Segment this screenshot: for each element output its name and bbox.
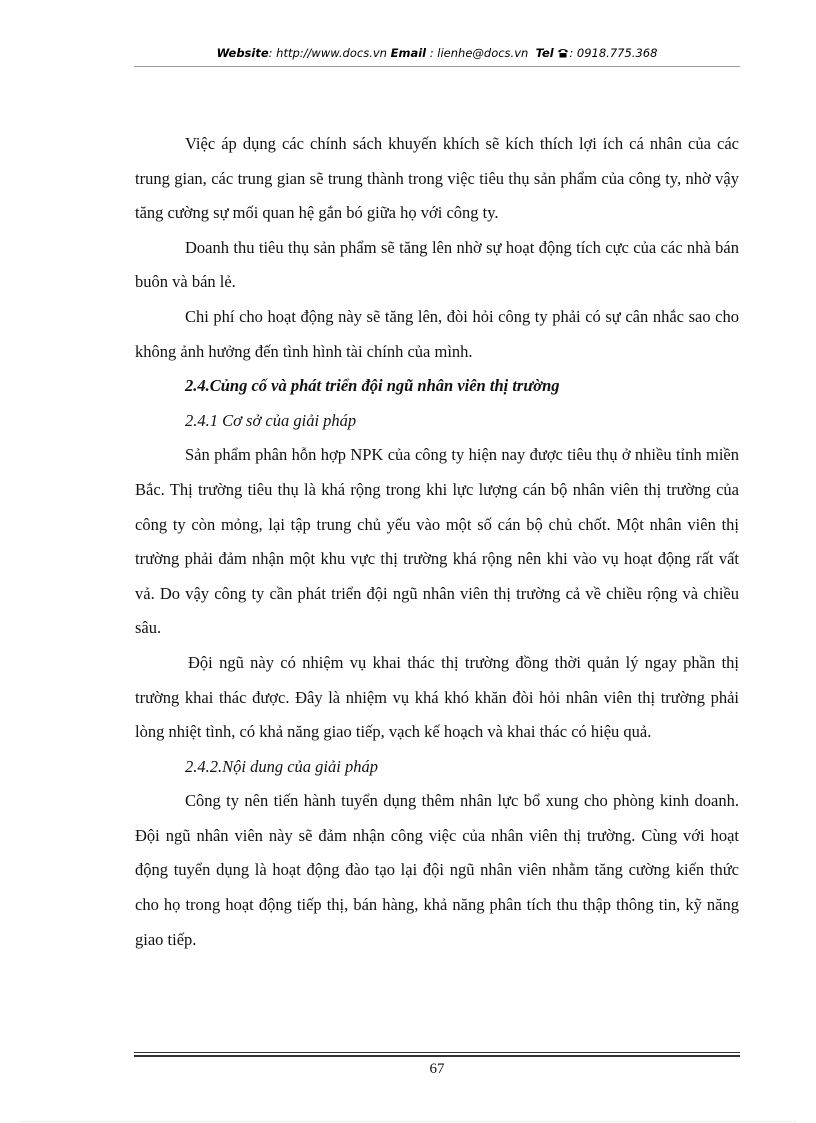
- page-number: 67: [429, 1061, 445, 1077]
- tel-label: Tel: [535, 46, 554, 60]
- paragraph-2: Doanh thu tiêu thụ sản phẩm sẽ tăng lên nhờ sự hoạt động tích cực của các nhà bán buôn và bán lẻ.: [135, 237, 739, 292]
- paragraph-3: Chi phí cho hoạt động này sẽ tăng lên, đòi hỏi công ty phải có sự cân nhắc sao cho không ảnh hưởng đến tình hình tài chính của mình.: [135, 306, 739, 361]
- footer-rule-thick: [134, 1055, 740, 1057]
- page-bottom-border: [20, 1121, 796, 1122]
- subsection-heading-2-4-2: 2.4.2.Nội dung của giải pháp: [185, 756, 378, 776]
- email-value: : lienhe@docs.vn: [429, 46, 529, 60]
- website-label: Website: [216, 46, 269, 60]
- page-header: [134, 46, 740, 61]
- paragraph-6: Công ty nên tiến hành tuyển dụng thêm nhân lực bổ xung cho phòng kinh doanh. Đội ngũ nhân viên này sẽ đảm nhận công việc của nhân viên thị trường. Cùng với hoạt động tuyển dụng là hoạt động đào tạo lại đội ngũ nhân viên nhằm tăng cường kiến thức cho họ trong hoạt động tiếp thị, bán hàng, khả năng phân tích thu thập thông tin, kỹ năng giao tiếp.: [135, 791, 739, 949]
- tel-value: : 0918.775.368: [569, 46, 658, 60]
- header-rule: [134, 66, 740, 67]
- paragraph-5: Đội ngũ này có nhiệm vụ khai thác thị trường đồng thời quản lý ngay phần thị trường khai thác được. Đây là nhiệm vụ khá khó khăn đòi hỏi nhân viên thị trường phải lòng nhiệt tình, có khả năng giao tiếp, vạch kế hoạch và khai thác có hiệu quả.: [135, 652, 739, 742]
- document-body: [135, 127, 739, 957]
- section-heading-2-4: 2.4.Củng cố và phát triển đội ngũ nhân viên thị trường: [185, 376, 560, 396]
- website-value: : http://www.docs.vn: [268, 46, 387, 60]
- email-label: Email: [390, 46, 427, 60]
- phone-icon: [557, 47, 569, 61]
- paragraph-1: Việc áp dụng các chính sách khuyến khích sẽ kích thích lợi ích cá nhân của các trung gian, các trung gian sẽ trung thành trong việc tiêu thụ sản phẩm của công ty, nhờ vậy tăng cường sự mối quan hệ gắn bó giữa họ với công ty.: [135, 134, 739, 223]
- subsection-heading-2-4-1: 2.4.1 Cơ sở của giải pháp: [185, 410, 357, 430]
- footer-rule: [134, 1052, 740, 1053]
- paragraph-4: Sản phẩm phân hỗn hợp NPK của công ty hiện nay được tiêu thụ ở nhiều tỉnh miền Bắc. Thị trường tiêu thụ là khá rộng trong khi lực lượng cán bộ nhân viên thị trường của công ty còn mỏng, lại tập trung chủ yếu vào một số cán bộ chủ chốt. Một nhân viên thị trường phải đảm nhận một khu vực thị trường khá rộng nên khi vào vụ hoạt động rất vất vả. Do vậy công ty cần phát triển đội ngũ nhân viên thị trường cả về chiều rộng và chiều sâu.: [135, 445, 739, 638]
